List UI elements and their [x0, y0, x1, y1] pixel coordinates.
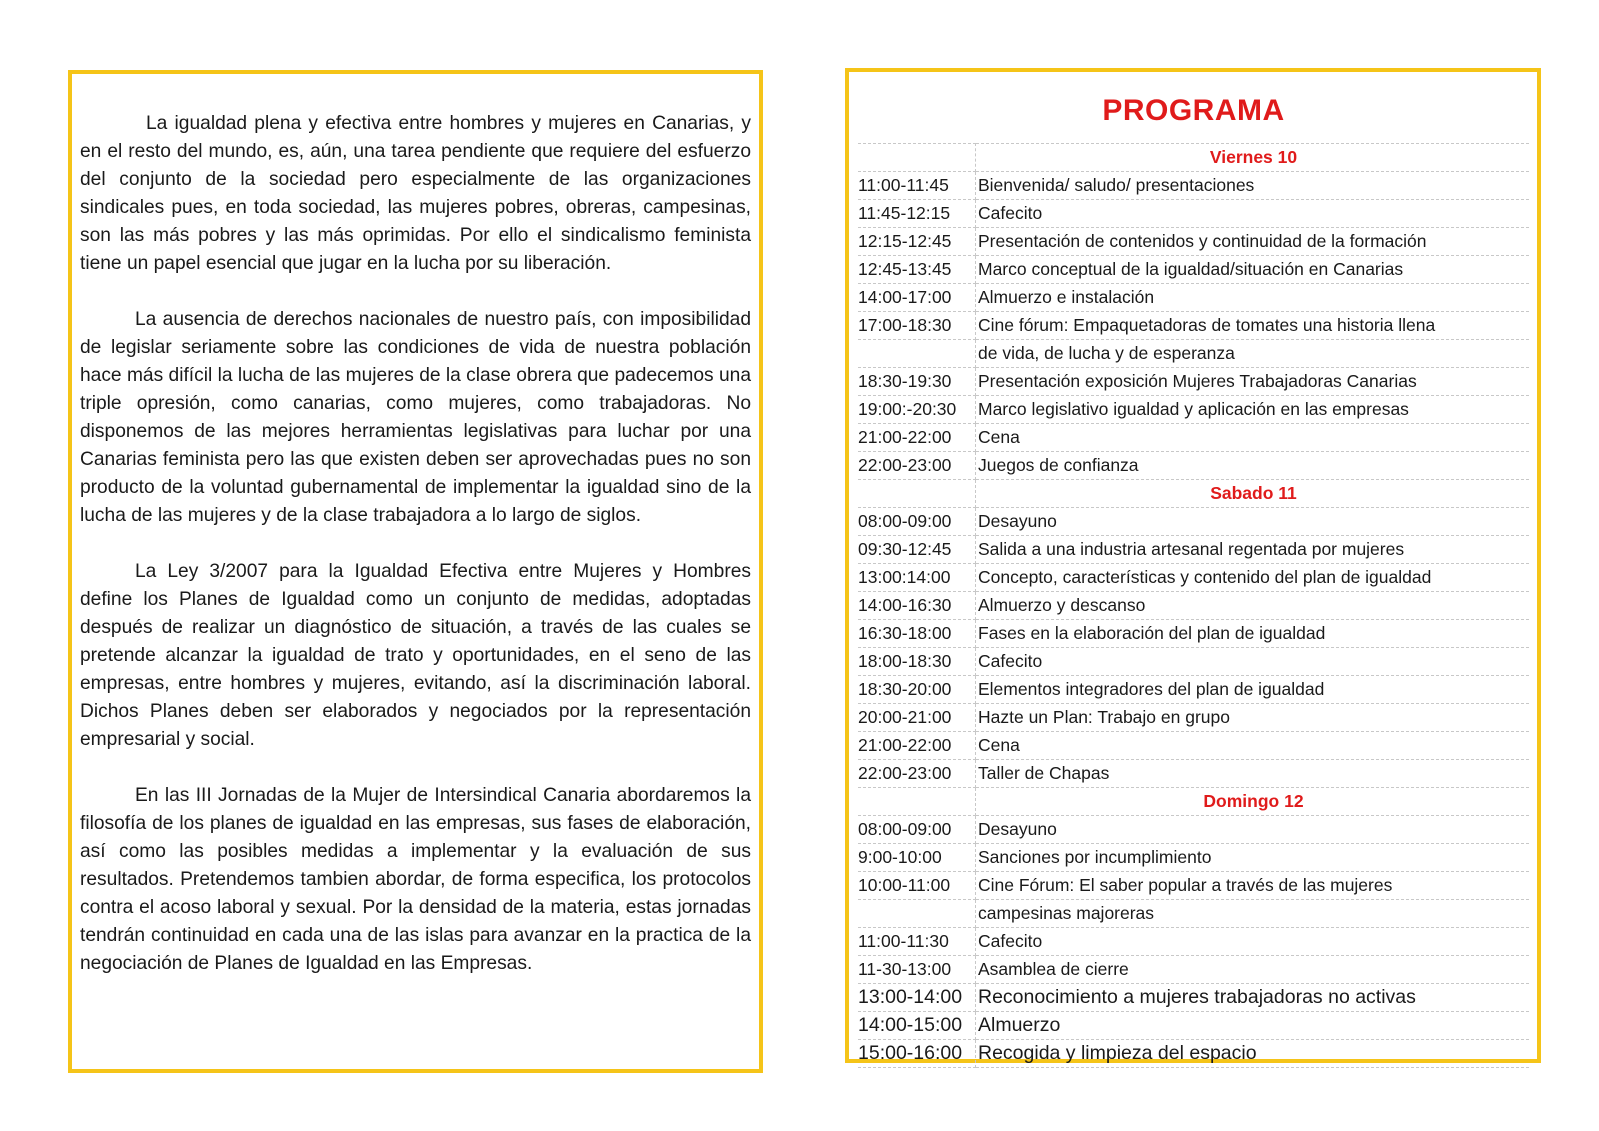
schedule-time: 13:00:14:00	[858, 564, 976, 592]
schedule-time: 12:45-13:45	[858, 256, 976, 284]
schedule-row	[858, 816, 1529, 844]
schedule-time: 9:00-10:00	[858, 844, 976, 872]
schedule-time: 12:15-12:45	[858, 228, 976, 256]
schedule-row	[858, 1012, 1529, 1040]
schedule-body	[858, 144, 1529, 1068]
schedule-row	[858, 844, 1529, 872]
schedule-activity: Marco legislativo igualdad y aplicación en las empresas	[976, 396, 1530, 424]
schedule-activity: Salida a una industria artesanal regentada por mujeres	[976, 536, 1530, 564]
schedule-time: 14:00-16:30	[858, 592, 976, 620]
schedule-activity: Taller de Chapas	[976, 760, 1530, 788]
schedule-row	[858, 536, 1529, 564]
schedule-time: 15:00-16:00	[858, 1040, 976, 1068]
schedule-activity: Cine Fórum: El saber popular a través de las mujeres	[976, 872, 1530, 900]
schedule-time: 18:30-19:30	[858, 368, 976, 396]
schedule-time	[858, 900, 976, 928]
schedule-row	[858, 368, 1529, 396]
schedule-activity: Cena	[976, 732, 1530, 760]
schedule-row	[858, 648, 1529, 676]
program-panel	[845, 68, 1541, 1063]
schedule-activity: Reconocimiento a mujeres trabajadoras no activas	[976, 984, 1530, 1012]
schedule-time: 17:00-18:30	[858, 312, 976, 340]
schedule-row	[858, 956, 1529, 984]
schedule-row	[858, 676, 1529, 704]
schedule-row	[858, 592, 1529, 620]
intro-paragraph-1: La igualdad plena y efectiva entre hombres y mujeres en Canarias, y en el resto del mundo, es, aún, una tarea pendiente que requiere del esfuerzo del conjunto de la sociedad pero especialmente de las organizaciones sindicales pues, en toda sociedad, las mujeres pobres, obreras, campesinas, son las más pobres y las más oprimidas. Por ello el sindicalismo feminista tiene un papel esencial que jugar en la lucha por su liberación.	[80, 113, 751, 274]
schedule-row	[858, 900, 1529, 928]
schedule-time: 22:00-23:00	[858, 452, 976, 480]
schedule-time	[858, 480, 976, 508]
schedule-activity: Almuerzo e instalación	[976, 284, 1530, 312]
schedule-time	[858, 144, 976, 172]
schedule-row	[858, 760, 1529, 788]
schedule-time: 08:00-09:00	[858, 508, 976, 536]
schedule-table	[858, 143, 1529, 1068]
schedule-activity: Desayuno	[976, 816, 1530, 844]
schedule-row	[858, 1040, 1529, 1068]
schedule-activity: Sanciones por incumplimiento	[976, 844, 1530, 872]
schedule-time: 09:30-12:45	[858, 536, 976, 564]
schedule-row	[858, 508, 1529, 536]
schedule-activity: Marco conceptual de la igualdad/situación en Canarias	[976, 256, 1530, 284]
day-label: Sabado 11	[976, 480, 1530, 508]
schedule-activity: Cafecito	[976, 200, 1530, 228]
schedule-activity: Asamblea de cierre	[976, 956, 1530, 984]
schedule-row	[858, 228, 1529, 256]
schedule-row	[858, 984, 1529, 1012]
schedule-activity: Presentación de contenidos y continuidad de la formación	[976, 228, 1530, 256]
schedule-time: 08:00-09:00	[858, 816, 976, 844]
schedule-row	[858, 872, 1529, 900]
schedule-row	[858, 928, 1529, 956]
schedule-time: 21:00-22:00	[858, 732, 976, 760]
day-header-row	[858, 788, 1529, 816]
schedule-row	[858, 704, 1529, 732]
schedule-row	[858, 256, 1529, 284]
day-label: Viernes 10	[976, 144, 1530, 172]
schedule-row	[858, 424, 1529, 452]
schedule-row	[858, 732, 1529, 760]
schedule-activity: Cafecito	[976, 648, 1530, 676]
schedule-row	[858, 284, 1529, 312]
schedule-activity: Recogida y limpieza del espacio	[976, 1040, 1530, 1068]
day-header-row	[858, 144, 1529, 172]
schedule-row	[858, 452, 1529, 480]
schedule-time: 18:30-20:00	[858, 676, 976, 704]
schedule-time	[858, 340, 976, 368]
intro-paragraph-4: En las III Jornadas de la Mujer de Intersindical Canaria abordaremos la filosofía de los planes de igualdad en las empresas, sus fases de elaboración, así como las posibles medidas a implementar y la evaluación de sus resultados. Pretendemos tambien abordar, de forma especifica, los protocolos contra el acoso laboral y sexual. Por la densidad de la materia, estas jornadas tendrán continuidad en cada una de las islas para avanzar en la practica de la negociación de Planes de Igualdad en las Empresas.	[80, 785, 751, 974]
schedule-activity: Presentación exposición Mujeres Trabajadoras Canarias	[976, 368, 1530, 396]
schedule-time: 10:00-11:00	[858, 872, 976, 900]
intro-paragraph-2: La ausencia de derechos nacionales de nuestro país, con imposibilidad de legislar seriamente sobre las condiciones de vida de nuestra población hace más difícil la lucha de las mujeres de la clase obrera que padecemos una triple opresión, como canarias, como mujeres, como trabajadoras. No disponemos de las mejores herramientas legislativas para luchar por una Canarias feminista pero las que existen deben ser aprovechadas pues no son producto de la voluntad gubernamental de implementar la igualdad sino de la lucha de las mujeres y de la clase trabajadora a lo largo de siglos.	[80, 309, 751, 526]
schedule-activity: Hazte un Plan: Trabajo en grupo	[976, 704, 1530, 732]
schedule-row	[858, 172, 1529, 200]
schedule-time: 11:00-11:45	[858, 172, 976, 200]
schedule-time: 21:00-22:00	[858, 424, 976, 452]
schedule-activity: Juegos de confianza	[976, 452, 1530, 480]
day-label: Domingo 12	[976, 788, 1530, 816]
schedule-row	[858, 620, 1529, 648]
schedule-activity: Desayuno	[976, 508, 1530, 536]
schedule-activity: Cafecito	[976, 928, 1530, 956]
schedule-time: 19:00:-20:30	[858, 396, 976, 424]
schedule-activity: de vida, de lucha y de esperanza	[976, 340, 1530, 368]
schedule-row	[858, 200, 1529, 228]
schedule-activity: Bienvenida/ saludo/ presentaciones	[976, 172, 1530, 200]
schedule-row	[858, 312, 1529, 340]
schedule-activity: campesinas majoreras	[976, 900, 1530, 928]
schedule-time: 18:00-18:30	[858, 648, 976, 676]
schedule-time: 16:30-18:00	[858, 620, 976, 648]
schedule-row	[858, 396, 1529, 424]
program-title: PROGRAMA	[1102, 94, 1285, 127]
schedule-time: 11:45-12:15	[858, 200, 976, 228]
schedule-activity: Almuerzo	[976, 1012, 1530, 1040]
schedule-time: 14:00-15:00	[858, 1012, 976, 1040]
schedule-row	[858, 340, 1529, 368]
intro-paragraph-3: La Ley 3/2007 para la Igualdad Efectiva entre Mujeres y Hombres define los Planes de Igualdad como un conjunto de medidas, adoptadas después de realizar un diagnóstico de situación, a través de las cuales se pretende alcanzar la igualdad de trato y oportunidades, en el seno de las empresas, entre hombres y mujeres, evitando, así la discriminación laboral. Dichos Planes deben ser elaborados y negociados por la representación empresarial y social.	[80, 561, 751, 750]
schedule-row	[858, 564, 1529, 592]
schedule-activity: Fases en la elaboración del plan de igualdad	[976, 620, 1530, 648]
schedule-time: 11:00-11:30	[858, 928, 976, 956]
schedule-activity: Elementos integradores del plan de igualdad	[976, 676, 1530, 704]
schedule-activity: Concepto, características y contenido del plan de igualdad	[976, 564, 1530, 592]
schedule-time	[858, 788, 976, 816]
schedule-activity: Cine fórum: Empaquetadoras de tomates una historia llena	[976, 312, 1530, 340]
schedule-time: 13:00-14:00	[858, 984, 976, 1012]
schedule-time: 14:00-17:00	[858, 284, 976, 312]
schedule-time: 20:00-21:00	[858, 704, 976, 732]
schedule-activity: Almuerzo y descanso	[976, 592, 1530, 620]
intro-panel	[68, 70, 763, 1073]
day-header-row	[858, 480, 1529, 508]
schedule-activity: Cena	[976, 424, 1530, 452]
schedule-time: 22:00-23:00	[858, 760, 976, 788]
schedule-time: 11-30-13:00	[858, 956, 976, 984]
